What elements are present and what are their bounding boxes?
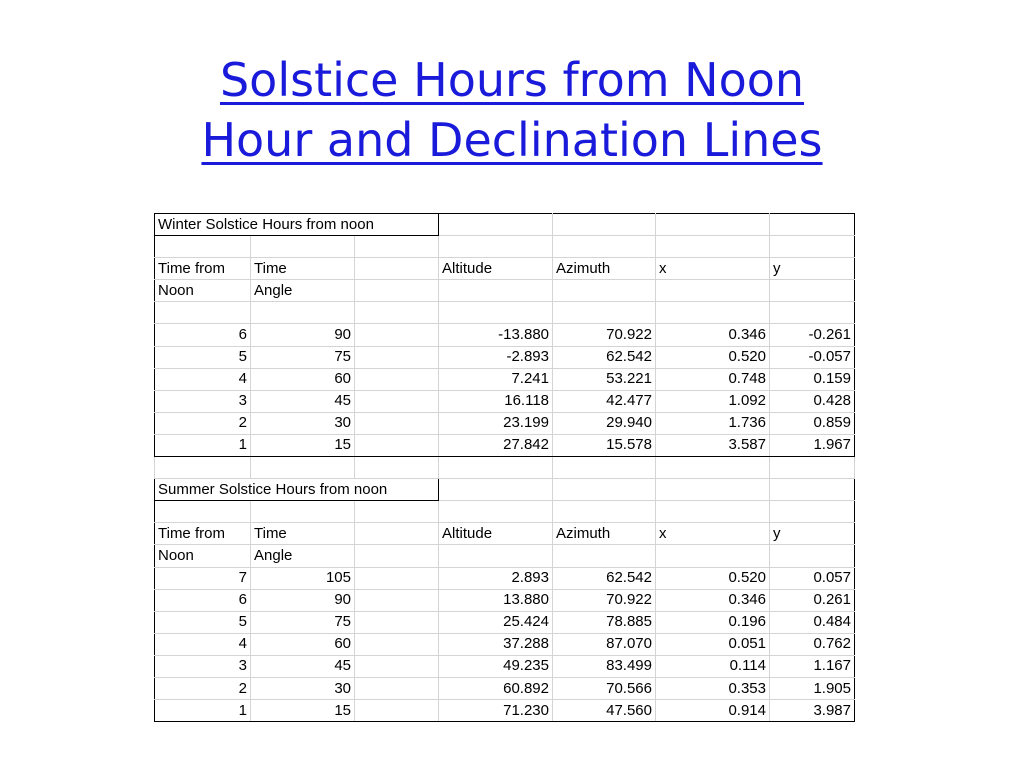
altitude-value: 37.288 (439, 633, 553, 655)
altitude-value: 60.892 (439, 677, 553, 699)
table-cell (251, 501, 355, 523)
table-cell (355, 236, 439, 258)
header-angle: Angle (251, 280, 355, 302)
time-angle: 75 (251, 346, 355, 368)
y-value: 0.484 (770, 611, 855, 633)
table-cell (656, 214, 770, 236)
time-angle: 60 (251, 368, 355, 390)
altitude-value: 25.424 (439, 611, 553, 633)
header-time-from: Time from (155, 523, 251, 545)
hours-from-noon: 5 (155, 611, 251, 633)
hours-from-noon: 2 (155, 412, 251, 434)
hours-from-noon: 1 (155, 434, 251, 456)
table-row (155, 677, 855, 699)
header-time-from: Time from (155, 258, 251, 280)
table-row (155, 324, 855, 346)
hours-from-noon: 4 (155, 633, 251, 655)
x-value: 0.520 (656, 346, 770, 368)
table-row (155, 589, 855, 611)
blank-row (155, 501, 855, 523)
time-angle: 30 (251, 412, 355, 434)
table-cell (553, 545, 656, 567)
header-angle: Angle (251, 545, 355, 567)
table-cell (355, 611, 439, 633)
time-angle: 60 (251, 633, 355, 655)
azimuth-value: 47.560 (553, 700, 656, 722)
table-cell (770, 545, 855, 567)
table-cell (439, 280, 553, 302)
altitude-value: 23.199 (439, 412, 553, 434)
hours-from-noon: 3 (155, 390, 251, 412)
summer-header-row-1 (155, 523, 855, 545)
table-cell (553, 280, 656, 302)
table-cell (770, 302, 855, 324)
summer-heading-row (155, 479, 855, 501)
solstice-table (154, 213, 855, 722)
table-cell (355, 412, 439, 434)
table-cell (553, 236, 656, 258)
table-cell (770, 457, 855, 479)
table-cell (355, 302, 439, 324)
hours-from-noon: 5 (155, 346, 251, 368)
table-cell (355, 434, 439, 456)
table-cell (355, 457, 439, 479)
table-cell (155, 236, 251, 258)
x-value: 1.736 (656, 412, 770, 434)
table-cell (770, 236, 855, 258)
table-row (155, 655, 855, 677)
y-value: -0.261 (770, 324, 855, 346)
winter-header-row-2 (155, 280, 855, 302)
header-time: Time (251, 523, 355, 545)
y-value: 0.159 (770, 368, 855, 390)
header-azimuth: Azimuth (553, 258, 656, 280)
hours-from-noon: 3 (155, 655, 251, 677)
summer-header-row-2 (155, 545, 855, 567)
header-azimuth: Azimuth (553, 523, 656, 545)
x-value: 3.587 (656, 434, 770, 456)
table-cell (656, 479, 770, 501)
azimuth-value: 87.070 (553, 633, 656, 655)
y-value: 0.762 (770, 633, 855, 655)
table-cell (656, 545, 770, 567)
table-row (155, 633, 855, 655)
table-cell (355, 545, 439, 567)
table-cell (553, 302, 656, 324)
y-value: -0.057 (770, 346, 855, 368)
table-cell (355, 280, 439, 302)
altitude-value: 27.842 (439, 434, 553, 456)
table-row (155, 368, 855, 390)
altitude-value: 2.893 (439, 567, 553, 589)
time-angle: 90 (251, 589, 355, 611)
x-value: 0.114 (656, 655, 770, 677)
altitude-value: 71.230 (439, 700, 553, 722)
table-row (155, 700, 855, 722)
y-value: 0.057 (770, 567, 855, 589)
y-value: 1.167 (770, 655, 855, 677)
table-cell (251, 236, 355, 258)
table-cell (656, 302, 770, 324)
hours-from-noon: 7 (155, 567, 251, 589)
table-cell (770, 280, 855, 302)
table-cell (355, 700, 439, 722)
azimuth-value: 62.542 (553, 346, 656, 368)
table-cell (155, 501, 251, 523)
x-value: 0.748 (656, 368, 770, 390)
azimuth-value: 78.885 (553, 611, 656, 633)
table-cell (355, 633, 439, 655)
table-cell (355, 523, 439, 545)
azimuth-value: 70.922 (553, 324, 656, 346)
header-noon: Noon (155, 280, 251, 302)
x-value: 1.092 (656, 390, 770, 412)
section-heading: Winter Solstice Hours from noon (155, 214, 439, 236)
table-row (155, 434, 855, 456)
table-cell (656, 457, 770, 479)
table-cell (355, 390, 439, 412)
table-cell (439, 302, 553, 324)
table-cell (251, 302, 355, 324)
table-cell (770, 214, 855, 236)
table-cell (251, 457, 355, 479)
y-value: 0.428 (770, 390, 855, 412)
table-row (155, 390, 855, 412)
header-x: x (656, 258, 770, 280)
hours-from-noon: 6 (155, 324, 251, 346)
header-altitude: Altitude (439, 523, 553, 545)
table-cell (355, 346, 439, 368)
table-cell (656, 236, 770, 258)
header-y: y (770, 523, 855, 545)
x-value: 0.346 (656, 589, 770, 611)
azimuth-value: 62.542 (553, 567, 656, 589)
azimuth-value: 29.940 (553, 412, 656, 434)
altitude-value: 7.241 (439, 368, 553, 390)
table-cell (656, 501, 770, 523)
x-value: 0.520 (656, 567, 770, 589)
x-value: 0.914 (656, 700, 770, 722)
table-cell (355, 368, 439, 390)
table-cell (439, 501, 553, 523)
table-cell (553, 479, 656, 501)
hours-from-noon: 1 (155, 700, 251, 722)
table-cell (439, 545, 553, 567)
time-angle: 30 (251, 677, 355, 699)
header-x: x (656, 523, 770, 545)
table-cell (439, 479, 553, 501)
hours-from-noon: 2 (155, 677, 251, 699)
winter-heading-row (155, 214, 855, 236)
y-value: 3.987 (770, 700, 855, 722)
y-value: 1.905 (770, 677, 855, 699)
time-angle: 15 (251, 434, 355, 456)
table-cell (770, 501, 855, 523)
time-angle: 105 (251, 567, 355, 589)
table-cell (553, 214, 656, 236)
x-value: 0.196 (656, 611, 770, 633)
x-value: 0.346 (656, 324, 770, 346)
table-cell (553, 501, 656, 523)
table-cell (355, 677, 439, 699)
hours-from-noon: 6 (155, 589, 251, 611)
blank-row (155, 236, 855, 258)
slide-title (0, 50, 1024, 170)
table-cell (355, 501, 439, 523)
table-cell (355, 655, 439, 677)
table-cell (656, 280, 770, 302)
table-cell (439, 236, 553, 258)
table-cell (355, 567, 439, 589)
spacer-row (155, 457, 855, 479)
table-body (155, 214, 855, 722)
winter-header-row-1 (155, 258, 855, 280)
table-cell (355, 324, 439, 346)
time-angle: 90 (251, 324, 355, 346)
table-cell (439, 457, 553, 479)
table-cell (355, 258, 439, 280)
hours-from-noon: 4 (155, 368, 251, 390)
azimuth-value: 70.566 (553, 677, 656, 699)
time-angle: 45 (251, 655, 355, 677)
table-row (155, 611, 855, 633)
table-cell (770, 479, 855, 501)
altitude-value: 13.880 (439, 589, 553, 611)
x-value: 0.353 (656, 677, 770, 699)
header-y: y (770, 258, 855, 280)
section-heading: Summer Solstice Hours from noon (155, 479, 439, 501)
y-value: 1.967 (770, 434, 855, 456)
time-angle: 45 (251, 390, 355, 412)
title-line-2: Hour and Declination Lines (201, 113, 823, 167)
blank-row (155, 302, 855, 324)
table-cell (155, 302, 251, 324)
table-row (155, 412, 855, 434)
azimuth-value: 15.578 (553, 434, 656, 456)
azimuth-value: 70.922 (553, 589, 656, 611)
table-cell (355, 589, 439, 611)
altitude-value: 16.118 (439, 390, 553, 412)
azimuth-value: 42.477 (553, 390, 656, 412)
table-cell (155, 457, 251, 479)
table-cell (439, 214, 553, 236)
x-value: 0.051 (656, 633, 770, 655)
y-value: 0.261 (770, 589, 855, 611)
altitude-value: -2.893 (439, 346, 553, 368)
table-row (155, 567, 855, 589)
table-cell (553, 457, 656, 479)
title-line-1: Solstice Hours from Noon (219, 53, 805, 107)
azimuth-value: 83.499 (553, 655, 656, 677)
table-row (155, 346, 855, 368)
y-value: 0.859 (770, 412, 855, 434)
time-angle: 75 (251, 611, 355, 633)
altitude-value: 49.235 (439, 655, 553, 677)
header-altitude: Altitude (439, 258, 553, 280)
altitude-value: -13.880 (439, 324, 553, 346)
azimuth-value: 53.221 (553, 368, 656, 390)
header-noon: Noon (155, 545, 251, 567)
header-time: Time (251, 258, 355, 280)
time-angle: 15 (251, 700, 355, 722)
